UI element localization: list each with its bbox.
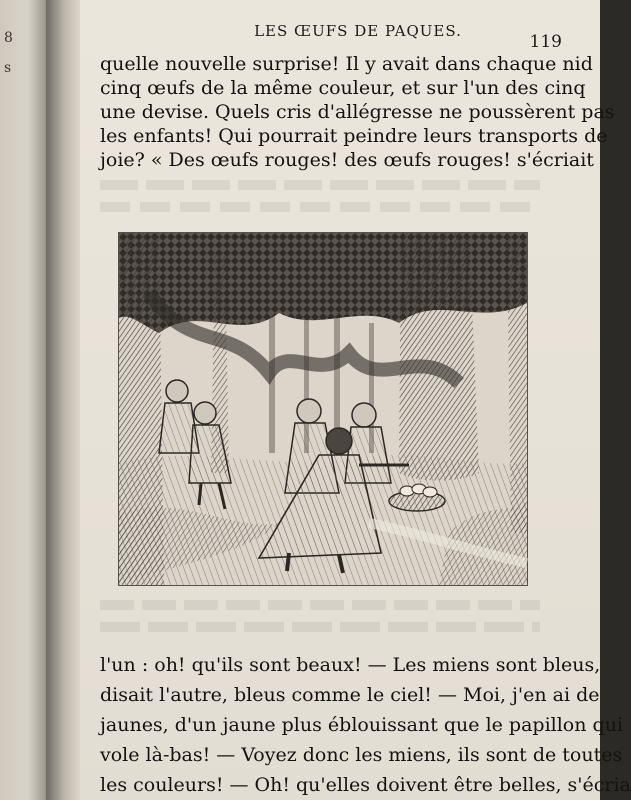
top-paragraph: [100, 52, 615, 172]
text-line: l'un : oh! qu'ils sont beaux! — Les miens sont bleus,: [100, 654, 601, 676]
text-line: les couleurs! — Oh! qu'elles doivent être belles, s'écria: [100, 774, 631, 796]
left-page-edge: [0, 0, 46, 800]
text-line: les enfants! Qui pourrait peindre leurs transports de: [100, 125, 608, 147]
book-gutter: [46, 0, 80, 800]
running-head: LES ŒUFS DE PAQUES.: [254, 22, 462, 40]
text-line: joie? « Des œufs rouges! des œufs rouges! s'écriait: [100, 149, 594, 171]
text-line: vole là-bas! — Voyez donc les miens, ils sont de toutes: [100, 744, 623, 766]
engraving-picture: [119, 233, 527, 585]
text-line: jaunes, d'un jaune plus éblouissant que le papillon qui: [100, 714, 624, 736]
left-page-fragment: 8: [4, 30, 13, 46]
text-line: quelle nouvelle surprise! Il y avait dans chaque nid: [100, 53, 593, 75]
bottom-paragraph: [100, 650, 631, 800]
left-page-fragment: s: [4, 60, 12, 76]
text-line: une devise. Quels cris d'allégresse ne poussèrent pas: [100, 101, 615, 123]
text-line: disait l'autre, bleus comme le ciel! — Moi, j'en ai de: [100, 684, 600, 706]
right-tree-trunk: [399, 233, 479, 481]
text-line: cinq œufs de la même couleur, et sur l'un des cinq: [100, 77, 586, 99]
forest-illustration: [118, 232, 528, 586]
book-page: [80, 0, 631, 800]
page-number: 119: [529, 32, 562, 52]
